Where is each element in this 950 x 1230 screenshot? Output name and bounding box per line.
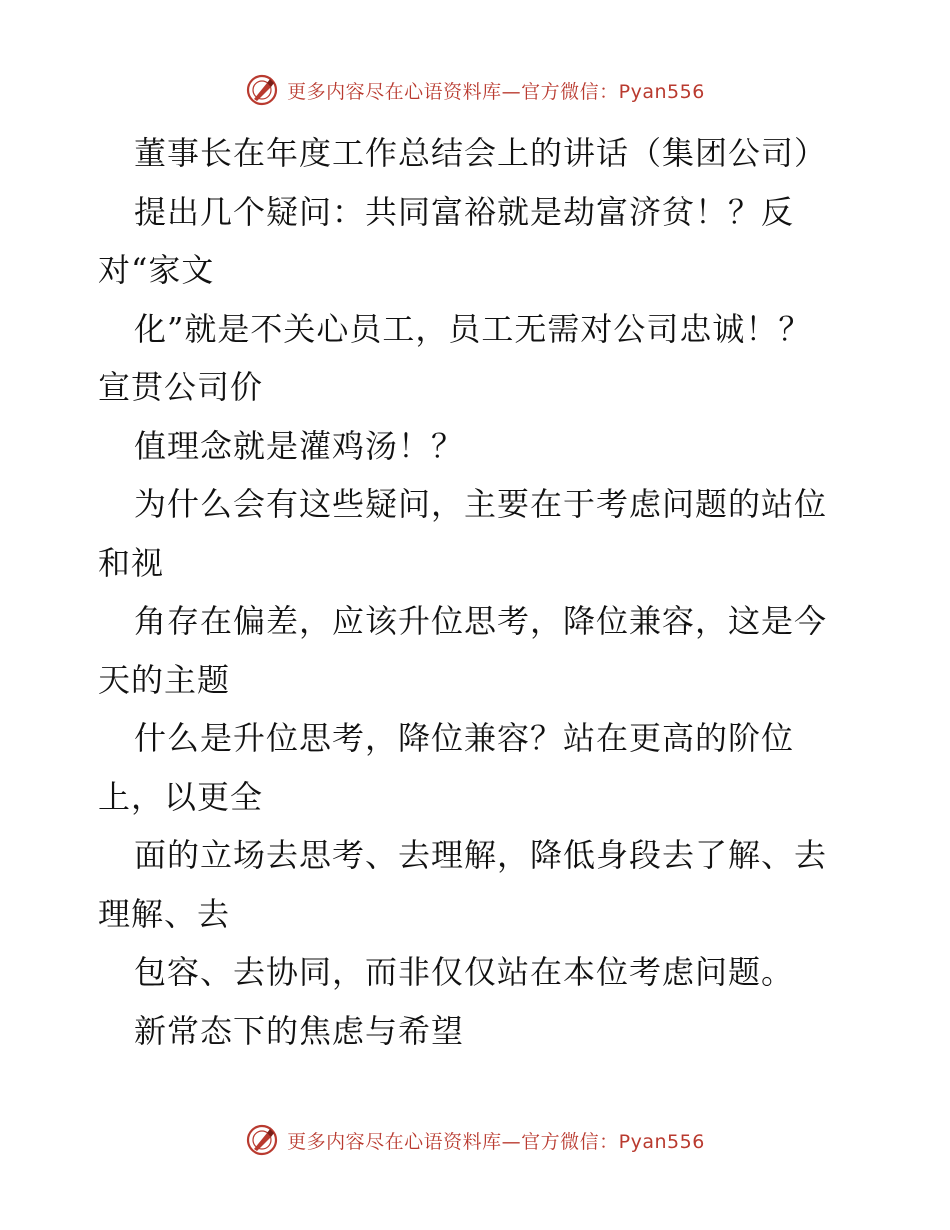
text-line-3: 对“家文 [98, 251, 215, 289]
pen-nib-logo-icon [245, 73, 279, 107]
text-line-2: 提出几个疑问：共同富裕就是劫富济贫！？反 [134, 192, 795, 231]
footer-banner [0, 1120, 950, 1160]
text-line-11: 什么是升位思考，降位兼容？站在更高的阶位 [134, 719, 795, 757]
text-line-10: 天的主题 [98, 660, 231, 699]
document-body [98, 124, 858, 1060]
text-line-4: 化”就是不关心员工，员工无需对公司忠诚！？ [134, 309, 812, 348]
text-line-16: 新常态下的焦虑与希望 [134, 1011, 465, 1050]
text-line-1: 董事长在年度工作总结会上的讲话（集团公司） [134, 134, 828, 172]
header-banner [0, 70, 950, 110]
text-line-9: 角存在偏差，应该升位思考，降位兼容，这是今 [134, 602, 828, 640]
text-line-7: 为什么会有这些疑问，主要在于考虑问题的站位 [134, 485, 828, 523]
text-line-5: 宣贯公司价 [98, 368, 264, 406]
header-banner-text: 更多内容尽在心语资料库—官方微信：Pyan556 [287, 80, 705, 103]
pen-nib-logo-icon [245, 1123, 279, 1157]
text-line-12: 上，以更全 [98, 777, 264, 816]
text-line-6: 值理念就是灌鸡汤！？ [134, 426, 465, 465]
text-line-15: 包容、去协同，而非仅仅站在本位考虑问题。 [134, 953, 795, 991]
text-line-14: 理解、去 [98, 894, 231, 933]
text-line-8: 和视 [98, 543, 165, 582]
footer-banner-text: 更多内容尽在心语资料库—官方微信：Pyan556 [287, 1130, 705, 1153]
text-line-13: 面的立场去思考、去理解，降低身段去了解、去 [134, 836, 828, 874]
